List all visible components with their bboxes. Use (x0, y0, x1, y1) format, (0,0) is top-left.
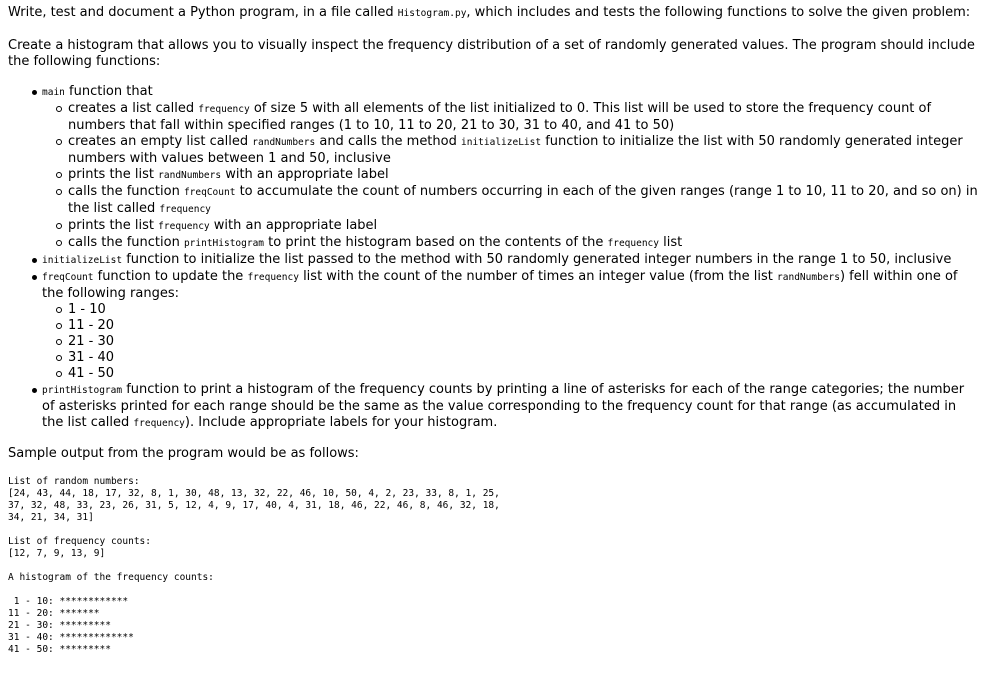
sublist-item: prints the list frequency with an appropriate label (42, 218, 980, 235)
intro-text-end: , which includes and tests the following functions to solve the given problem: (466, 5, 971, 20)
filename-code: Histogram.py (397, 8, 467, 19)
hist-line: 1 - 10: ************ (8, 596, 129, 607)
intro-text: Write, test and document a Python program, in a file called (8, 5, 398, 20)
function-list (8, 84, 980, 432)
rand-line: [24, 43, 44, 18, 17, 32, 8, 1, 30, 48, 13, 32, 22, 46, 10, 50, 4, 2, 23, 33, 8, 1, 25, (8, 488, 500, 499)
range-item: 31 - 40 (42, 350, 980, 366)
hist-line: 41 - 50: ********* (8, 644, 111, 655)
sublist-item: calls the function printHistogram to print the histogram based on the contents of the frequency list (42, 235, 980, 252)
freq-label: List of frequency counts: (8, 536, 151, 547)
hist-line: 11 - 20: ******* (8, 608, 100, 619)
main-sublist (42, 101, 980, 252)
sublist-item: creates a list called frequency of size 5 with all elements of the list initialized to 0. This list will be used to store the frequency count of numbers that fall within specified ranges (1 to 10, 11 to 20, 21 to 30, 31 to 40, and 41 to 50) (42, 101, 980, 134)
list-item-printhistogram: printHistogram function to print a histogram of the frequency counts by printing a line of asterisks for each of the range categories; the number of asterisks printed for each range should be the same as the value corresponding to the frequency count for that range (as accumulated in the list called frequency). Include appropriate labels for your histogram. (8, 382, 980, 432)
task-paragraph: Create a histogram that allows you to visually inspect the frequency distribution of a set of randomly generated values. The program should include the following functions: (8, 38, 975, 69)
hist-fn-name: printHistogram (42, 385, 123, 396)
hist-label: A histogram of the frequency counts: (8, 572, 214, 583)
init-fn-name: initializeList (42, 255, 123, 266)
hist-line: 31 - 40: ************* (8, 632, 134, 643)
main-fn-name: main (42, 87, 65, 98)
ranges-sublist (42, 302, 980, 382)
intro-paragraph (8, 5, 980, 22)
freq-fn-name: freqCount (42, 272, 94, 283)
sublist-item: calls the function freqCount to accumulate the count of numbers occurring in each of the given ranges (range 1 to 10, 11 to 20, and so on) in the list called frequency (42, 184, 980, 218)
range-item: 11 - 20 (42, 318, 980, 334)
range-item: 1 - 10 (42, 302, 980, 318)
range-item: 21 - 30 (42, 334, 980, 350)
rand-line: 37, 32, 48, 33, 23, 26, 31, 5, 12, 4, 9, 17, 40, 4, 31, 18, 46, 22, 46, 8, 46, 32, 18, (8, 500, 500, 511)
rand-line: 34, 21, 34, 31] (8, 512, 94, 523)
sublist-item: prints the list randNumbers with an appropriate label (42, 167, 980, 184)
list-item-initialize: initializeList function to initialize the list passed to the method with 50 randomly generated integer numbers in the range 1 to 50, inclusive (8, 252, 980, 269)
sample-intro: Sample output from the program would be as follows: (8, 446, 359, 461)
hist-line: 21 - 30: ********* (8, 620, 111, 631)
list-item-freqcount: freqCount function to update the frequency list with the count of the number of times an integer value (from the list randNumbers) fell within one of the following ranges: 1 - 10 11 - 20 21 - 30 31 - 40 41 - 50 (8, 269, 980, 382)
freq-line: [12, 7, 9, 13, 9] (8, 548, 106, 559)
sample-output (8, 476, 980, 656)
range-item: 41 - 50 (42, 366, 980, 382)
main-fn-head: function that (64, 84, 153, 99)
sublist-item: creates an empty list called randNumbers and calls the method initializeList function to initialize the list with 50 randomly generated integer numbers with values between 1 and 50, inclusive (42, 134, 980, 167)
list-item-main (8, 84, 980, 252)
rand-label: List of random numbers: (8, 476, 140, 487)
